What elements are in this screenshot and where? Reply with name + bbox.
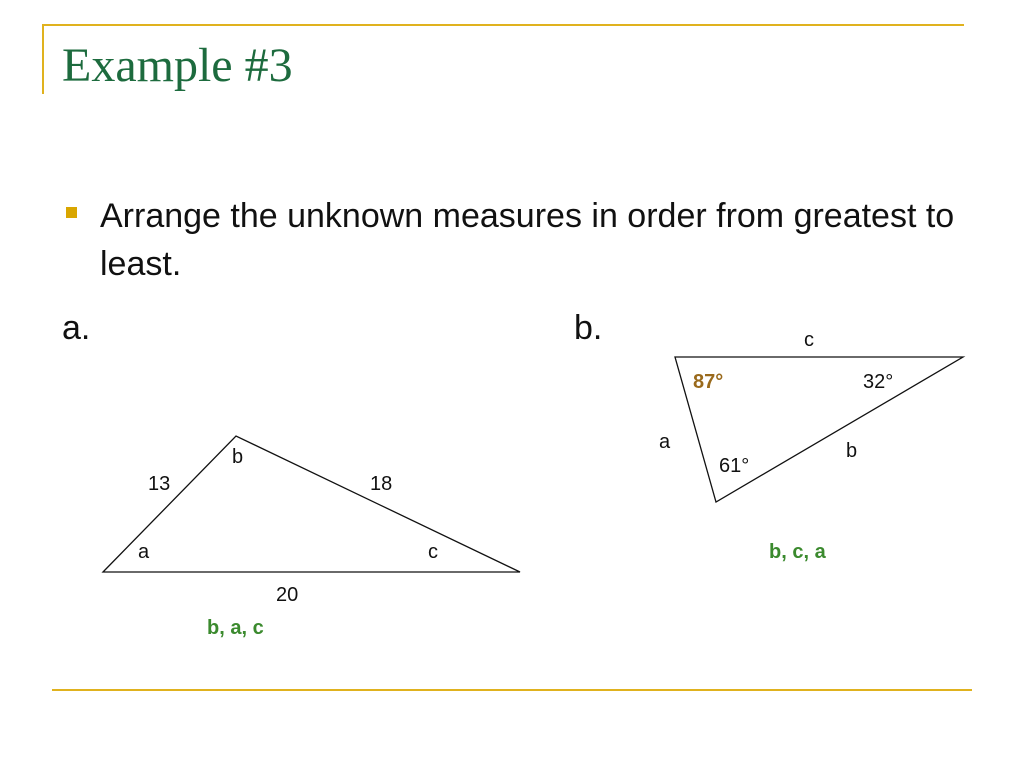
triangle-b-side-a: a bbox=[659, 431, 671, 453]
triangle-a-side-left: 13 bbox=[148, 473, 171, 495]
triangle-a bbox=[103, 436, 520, 572]
part-a-label: a. bbox=[62, 309, 91, 347]
triangle-a-side-bottom: 20 bbox=[276, 584, 299, 606]
answer-a: b, a, c bbox=[207, 617, 264, 639]
triangle-b-side-c: c bbox=[804, 329, 814, 351]
triangle-a-vertex-b: b bbox=[232, 446, 244, 468]
answer-b: b, c, a bbox=[769, 541, 826, 563]
triangle-b-side-b: b bbox=[846, 440, 858, 462]
part-b-label: b. bbox=[574, 309, 603, 347]
bullet-text: Arrange the unknown measures in order from greatest to least. bbox=[100, 197, 955, 283]
triangle-b-angle-87: 87° bbox=[693, 371, 724, 393]
triangle-b-angle-32: 32° bbox=[863, 371, 894, 393]
triangle-a-vertex-a: a bbox=[138, 541, 150, 563]
triangle-a-side-right: 18 bbox=[370, 473, 393, 495]
triangle-a-vertex-c: c bbox=[428, 541, 438, 563]
slide-title: Example #3 bbox=[62, 39, 293, 92]
triangle-b-angle-61: 61° bbox=[719, 455, 750, 477]
